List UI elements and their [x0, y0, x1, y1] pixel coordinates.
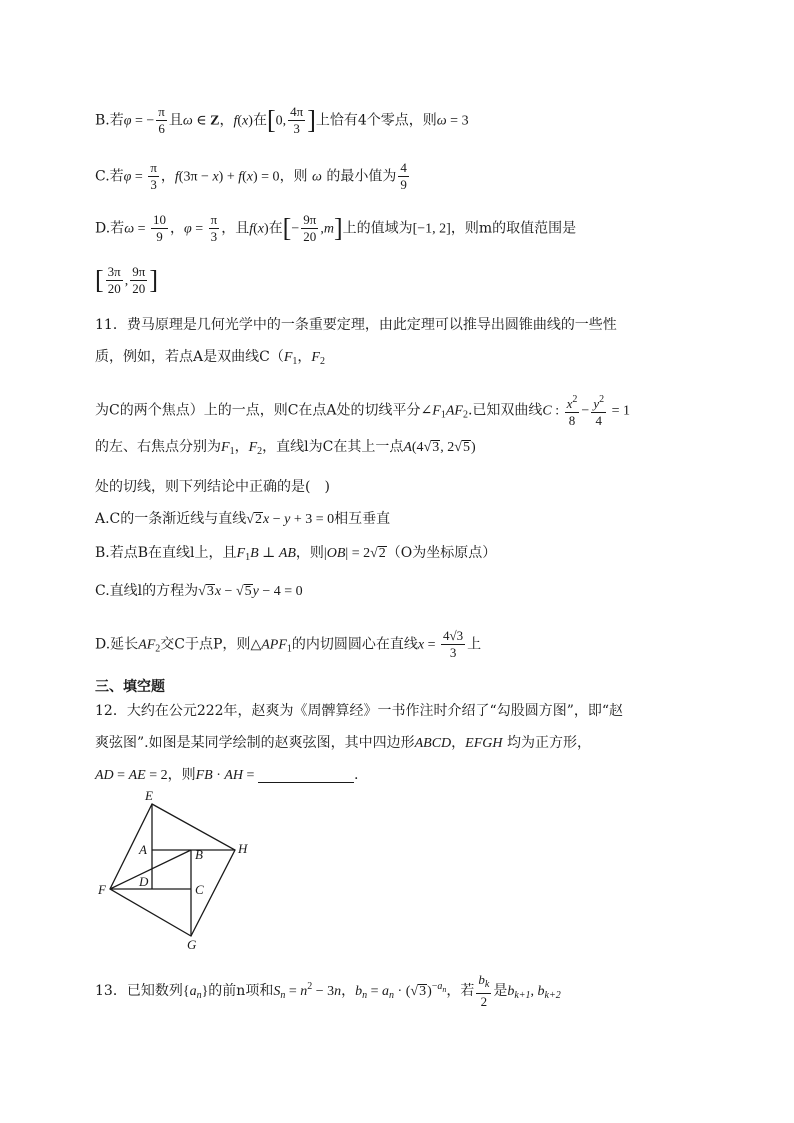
q11-line-5: 处的切线，则下列结论中正确的是( ) [95, 479, 330, 495]
q10-option-d: D.若ω = $\frac{10}{9}$ ，φ = $\frac{\pi}{3}$ ，且f(x)在[− $\frac{9\pi}{20}$ ,m]上的值域为[−1, 2]，则m的取值范围是 [95, 212, 577, 244]
option-b-tail: （O为坐标原点） [386, 545, 497, 561]
q11-option-c: C.直线l的方程为√3x − √5y − 4 = 0 [95, 583, 303, 599]
option-d-prefix: D.若 [95, 220, 125, 237]
outer-square-efgh [110, 804, 235, 936]
q12-then: ，则 [167, 767, 196, 783]
q11-option-d: D.延长$AF_2$交C于点P，则$\triangle APF_1$的内切圆圆心在直线x = $\frac{4√3}{3}$ 上 [95, 628, 482, 660]
option-b-tail: 上恰有4个零点，则 [315, 112, 437, 129]
option-d-text-b: 交C于点P，则 [160, 636, 251, 653]
option-d-text-c: 的内切圆圆心在直线 [291, 636, 418, 653]
q13-text-a: 13．已知数列 [95, 983, 183, 999]
period: . [353, 767, 359, 783]
segment-f-b [110, 850, 191, 889]
label-d: D [139, 874, 149, 889]
option-d-tail: 上 [467, 636, 482, 653]
range-text: 上的值域为 [342, 220, 413, 237]
label-f: F [98, 882, 106, 897]
answer-blank[interactable] [258, 768, 354, 783]
q11-line-3-text: 为C的两个焦点）上的一点，则C在点A处的切线平分 [95, 402, 421, 419]
q11-line-4-text-b: ，直线l为C在其上一点 [262, 439, 404, 455]
q12-line-2-tail: 均为正方形， [506, 735, 591, 751]
q12-line-3: AD = AE = 2，则FB · AH = . [95, 767, 359, 783]
option-b-then: ，则 [295, 545, 324, 561]
in-text: 在 [252, 112, 267, 129]
in-text: 在 [268, 220, 283, 237]
q12-line-1: 12．大约在公元222年，赵爽为《周髀算经》一书作注时介绍了“勾股圆方图”，即“赵 [95, 703, 624, 719]
q10-option-b: B.若φ = − $\frac{\pi}{6}$ 且ω ∈ Z，f(x)在[0, $\frac{4\pi}{3}$ ]上恰有4个零点，则ω = 3 [95, 104, 469, 136]
q11-line-3-text-b: .已知双曲线 [467, 402, 543, 419]
label-g: G [187, 937, 197, 950]
q12-line-2: 爽弦图”.如图是某同学绘制的赵爽弦图，其中四边形ABCD，EFGH 均为正方形， [95, 735, 591, 751]
then-text: ，则 [279, 168, 308, 185]
label-b: B [195, 847, 203, 862]
q13-text-c: ，若 [446, 983, 475, 999]
option-a-tail: 相互垂直 [334, 511, 391, 527]
label-h: H [238, 841, 248, 856]
zhao-shuang-diagram [95, 790, 265, 950]
q13-text-b: 的前n项和 [208, 983, 274, 999]
option-c-prefix: C.若 [95, 168, 124, 185]
option-a-text: A.C的一条渐近线与直线 [95, 511, 247, 527]
q10-option-c: C.若φ = $\frac{\pi}{3}$ ，f(3π − x) + f(x) = 0，则 ω 的最小值为 $\frac{4}{9}$ [95, 160, 407, 192]
option-c-tail: 的最小值为 [326, 168, 397, 185]
q11-line-2-text: 质，例如，若点A是双曲线C（ [95, 349, 284, 365]
option-d-text: D.延长 [95, 636, 139, 653]
q11-line-4-text: 的左、右焦点分别为 [95, 439, 221, 455]
option-b-text: B.若点B在直线l上，且 [95, 545, 237, 561]
comma: ， [169, 220, 184, 237]
q11-option-b: B.若点B在直线l上，且$F_1B$ ⊥ AB，则|OB| = 2√2（O为坐标原点） [95, 545, 497, 563]
option-b-prefix: B.若 [95, 112, 124, 129]
q13-line-1: 13．已知数列$\{a_n\}$的前n项和$S_n = n^2 - 3n$，$b_n = a_n \cdot (√3)^{-a_n}$，若 $\frac{b_k}{2}$ 是$b_{k+1}$, $b_{k+2}$ [95, 972, 561, 1009]
and-text: ，且 [221, 220, 250, 237]
option-d-tail: ，则m的取值范围是 [450, 220, 577, 237]
q11-line-3: 为C的两个焦点）上的一点，则C在点A处的切线平分$\angle F_1AF_2$.已知双曲线C : $\frac{x^2}{8}$ − $\frac{y^2}{4}$ = 1 [95, 394, 631, 428]
q13-text-d: 是 [493, 983, 508, 999]
label-a: A [139, 842, 147, 857]
q10-option-d-answer: [ $\frac{3\pi}{20}$ , $\frac{9\pi}{20}$ ] [95, 264, 158, 296]
option-c-text: C.直线l的方程为 [95, 583, 199, 599]
q11-option-a: A.C的一条渐近线与直线√2x − y + 3 = 0相互垂直 [95, 511, 391, 527]
q12-line-2-text: 爽弦图”.如图是某同学绘制的赵爽弦图，其中四边形 [95, 735, 415, 751]
and-text: 且 [168, 112, 183, 129]
label-e: E [145, 790, 153, 803]
q11-line-1: 11．费马原理是几何光学中的一条重要定理，由此定理可以推导出圆锥曲线的一些性 [95, 317, 617, 333]
q11-line-4: 的左、右焦点分别为$F_1$，$F_2$，直线l为C在其上一点A(4√3, 2√5) [95, 439, 476, 457]
label-c: C [195, 882, 204, 897]
q11-line-2: 质，例如，若点A是双曲线$C(F_1$，$F_2$ [95, 349, 325, 367]
section-heading: 三、填空题 [95, 679, 165, 695]
